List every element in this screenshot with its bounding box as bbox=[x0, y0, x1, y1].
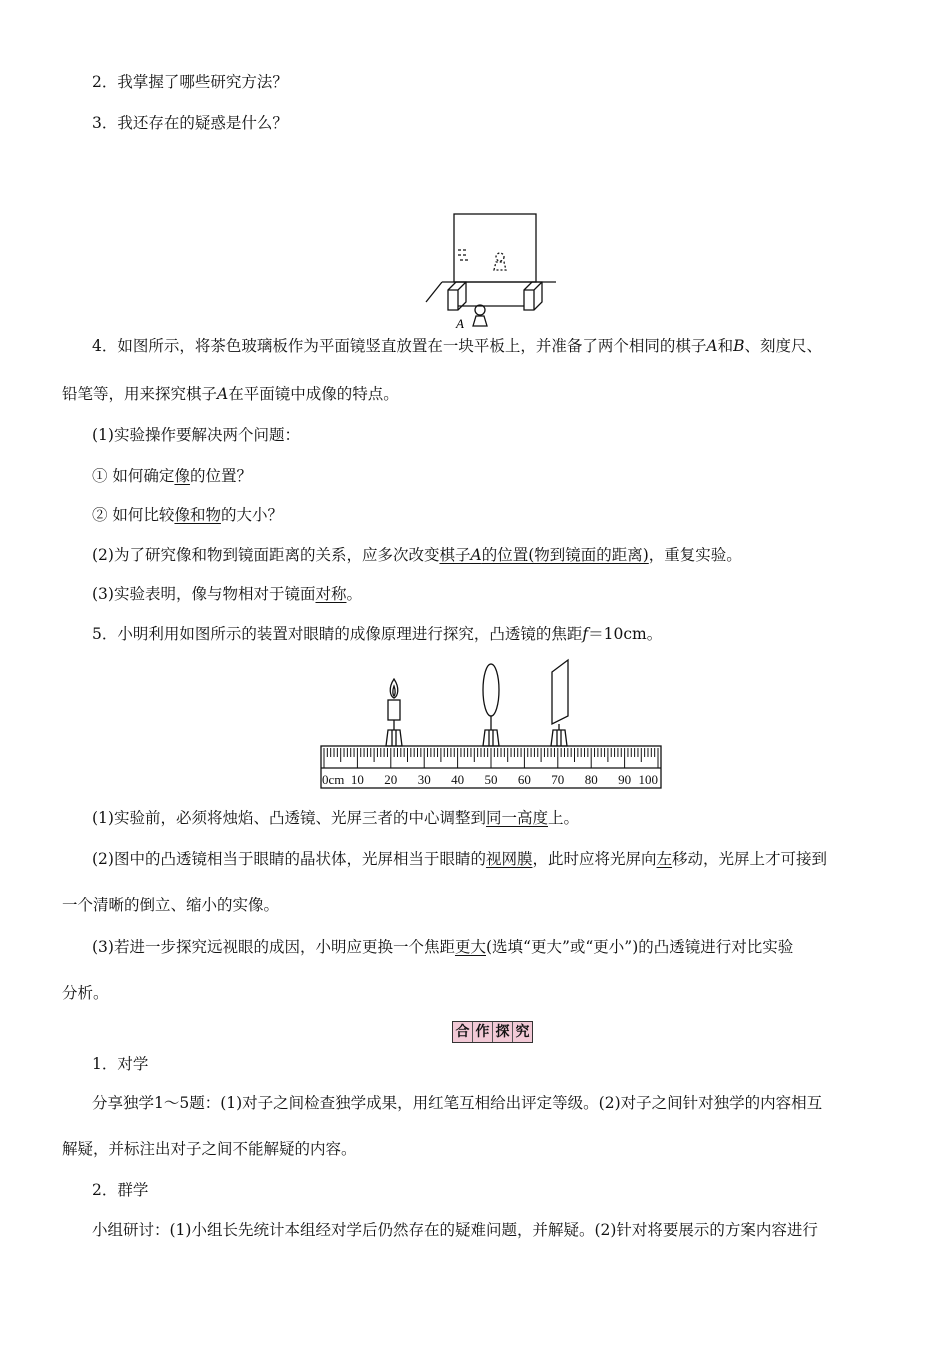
q5-p2-pre: (2)图中的凸透镜相当于眼睛的晶状体，光屏相当于眼睛的 bbox=[92, 850, 486, 868]
ruler-label: 10 bbox=[350, 772, 364, 787]
q4-p1b-post: 的大小？ bbox=[220, 506, 283, 524]
coop-text-2-line-1: 小组研讨：(1)小组长先统计本组经对学后仍然存在的疑难问题，并解疑。(2)针对将要展示的方案内容进行 bbox=[92, 1221, 818, 1239]
q5-p1-pre: (1)实验前，必须将烛焰、凸透镜、光屏三者的中心调整到 bbox=[92, 809, 486, 827]
q4-p2-answer bbox=[439, 546, 648, 564]
q5-intro-b: ＝10cm。 bbox=[588, 625, 663, 643]
question-2: 2．我掌握了哪些研究方法？ bbox=[92, 73, 288, 91]
q5-part-3 bbox=[92, 937, 793, 957]
banner-char-4: 究 bbox=[513, 1022, 532, 1042]
banner-char-2: 作 bbox=[473, 1022, 493, 1042]
q4-p1b-answer: 像和物 bbox=[174, 506, 221, 524]
q4-p2-answer-b: 的位置(物到镜面的距离) bbox=[481, 546, 649, 564]
banner-char-3: 探 bbox=[493, 1022, 513, 1042]
q5-part-1 bbox=[92, 808, 579, 828]
ruler-label: 50 bbox=[484, 772, 498, 787]
q4-text-c: 铅笔等，用来探究棋子 bbox=[62, 385, 218, 403]
q4-p2-answer-a: 棋子 bbox=[439, 546, 471, 564]
q4-part-1b bbox=[92, 505, 283, 525]
coop-text-1-line-1: 分享独学1～5题：(1)对子之间检查独学成果，用红笔互相给出评定等级。(2)对子之间针对独学的内容相互 bbox=[92, 1094, 823, 1112]
q4-part-1: (1)实验操作要解决两个问题： bbox=[92, 426, 300, 444]
q5-p2-answer-1: 视网膜 bbox=[485, 850, 533, 868]
q5-part-2 bbox=[92, 849, 827, 869]
q4-part-1a bbox=[92, 466, 252, 486]
q5-p2-post: 移动，光屏上才可接到 bbox=[672, 850, 828, 868]
q5-part-2-line-2: 一个清晰的倒立、缩小的实像。 bbox=[62, 896, 280, 914]
ruler-label: 80 bbox=[584, 772, 598, 787]
q4-piece-a: A bbox=[706, 337, 718, 355]
q5-p2-mid: ，此时应将光屏向 bbox=[532, 850, 657, 868]
ruler-label: 70 bbox=[551, 772, 565, 787]
q4-part-2 bbox=[92, 545, 742, 565]
q4-part-3 bbox=[92, 584, 362, 604]
ruler-label: 30 bbox=[417, 772, 431, 787]
q4-piece-a-2: A bbox=[217, 385, 229, 403]
q4-p1b-pre: ② 如何比较 bbox=[92, 506, 175, 524]
q4-p3-post: 。 bbox=[346, 585, 362, 603]
ruler-label: 40 bbox=[451, 772, 465, 787]
coop-heading-1: 1．对学 bbox=[92, 1055, 149, 1073]
q4-text-a: 4．如图所示，将茶色玻璃板作为平面镜竖直放置在一块平板上，并准备了两个相同的棋子 bbox=[92, 337, 707, 355]
section-banner bbox=[452, 1021, 533, 1043]
q4-text-d: 在平面镜中成像的特点。 bbox=[228, 385, 399, 403]
q4-p3-pre: (3)实验表明，像与物相对于镜面 bbox=[92, 585, 316, 603]
q5-p1-answer: 同一高度 bbox=[485, 809, 548, 827]
q5-intro-a: 5．小明利用如图所示的装置对眼睛的成像原理进行探究，凸透镜的焦距 bbox=[92, 625, 583, 643]
q5-p3-answer: 更大 bbox=[454, 938, 486, 956]
q5-part-3-line-2: 分析。 bbox=[62, 984, 109, 1002]
coop-heading-2: 2．群学 bbox=[92, 1181, 149, 1199]
question-3: 3．我还存在的疑惑是什么？ bbox=[92, 114, 288, 132]
question-5-intro bbox=[92, 624, 662, 644]
question-4-line-2 bbox=[62, 384, 399, 404]
q4-and: 和 bbox=[717, 337, 734, 355]
q5-p3-pre: (3)若进一步探究远视眼的成因，小明应更换一个焦距 bbox=[92, 938, 455, 956]
q4-p1a-pre: ① 如何确定 bbox=[92, 467, 175, 485]
ruler-label: 90 bbox=[618, 772, 632, 787]
coop-text-1-line-2: 解疑，并标注出对子之间不能解疑的内容。 bbox=[62, 1140, 357, 1158]
q5-p3-post: (选填“更大”或“更小”)的凸透镜进行对比实验 bbox=[485, 938, 794, 956]
plane-mirror-figure bbox=[420, 210, 560, 332]
question-4-line-1 bbox=[92, 336, 822, 356]
q4-p2-piece-a: A bbox=[470, 546, 482, 564]
q4-p1a-answer: 像 bbox=[174, 467, 190, 485]
q4-p1a-post: 的位置？ bbox=[189, 467, 252, 485]
ruler-label: 0cm bbox=[322, 772, 345, 787]
ruler-label: 60 bbox=[517, 772, 531, 787]
ruler-label: 20 bbox=[384, 772, 398, 787]
optical-bench-figure bbox=[318, 658, 666, 792]
q5-p2-answer-2: 左 bbox=[656, 850, 673, 868]
banner-char-1: 合 bbox=[453, 1022, 473, 1042]
q4-piece-b: B bbox=[733, 337, 745, 355]
piece-a-label: A bbox=[456, 316, 464, 331]
q4-text-b: 、刻度尺、 bbox=[744, 337, 822, 355]
q4-p3-answer: 对称 bbox=[315, 585, 347, 603]
q5-p1-post: 上。 bbox=[547, 809, 579, 827]
q4-p2-pre: (2)为了研究像和物到镜面距离的关系，应多次改变 bbox=[92, 546, 440, 564]
ruler-label: 100 bbox=[638, 772, 658, 787]
q4-p2-post: ，重复实验。 bbox=[648, 546, 742, 564]
q5-focal-symbol: f bbox=[582, 625, 589, 643]
